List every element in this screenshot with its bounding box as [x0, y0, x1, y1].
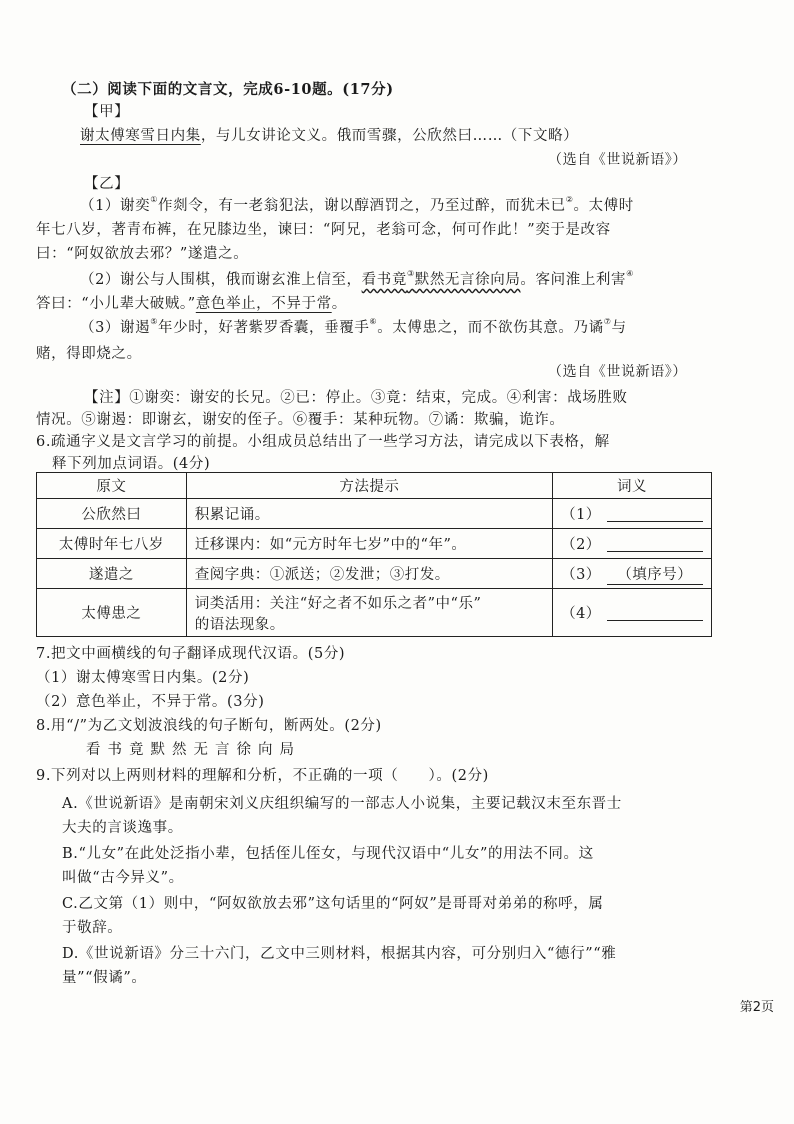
q9-option-c-line1[interactable]: C.乙文第（1）则中，“阿奴欲放去邪”这句话里的“阿奴”是哥哥对弟弟的称呼，属 [62, 896, 604, 912]
yi-p3-text-c: 。太傅患之，而不欲伤其意。乃谲 [377, 320, 604, 336]
jia-text-rest: ，与儿女讲论文义。俄而雪骤，公欣然曰……（下文略） [200, 128, 579, 144]
row-hint: 查阅字典：①派送；②发泄；③打发。 [186, 559, 552, 589]
yi-p3-text-b: 年少时，好著紫罗香囊，垂覆手 [158, 320, 370, 336]
footnote-1: ① [150, 195, 159, 204]
row-answer[interactable] [553, 529, 712, 559]
yi-p1-line3: 曰：“阿奴欲放去邪？”遂遣之。 [36, 246, 249, 262]
table-row [37, 499, 712, 529]
header-meaning: 词义 [553, 473, 712, 499]
q9-option-d-line2: 量”“假谲”。 [62, 970, 147, 986]
answer-fill-hint[interactable]: （填序号） [607, 563, 703, 585]
yi-p1-text-b: 作剡令，有一老翁犯法，谢以醇酒罚之，乃至过醉，而犹未已 [158, 198, 566, 214]
answer-blank[interactable] [607, 538, 703, 552]
q6-table [36, 472, 712, 637]
q9-line1: 9.下列对以上两则材料的理解和分析，不正确的一项（ ）。(2分) [36, 768, 489, 784]
row-answer[interactable] [553, 589, 712, 637]
table-header-row [37, 473, 712, 499]
q9-option-a-line1[interactable]: A.《世说新语》是南朝宋刘义庆组织编写的一部志人小说集，主要记载汉末至东晋士 [62, 796, 622, 812]
row-answer[interactable] [553, 559, 712, 589]
footnote-3: ③ [406, 269, 415, 278]
q7-line2: （1）谢太傅寒雪日内集。(2分) [36, 670, 250, 686]
yi-p1-text-a: （1）谢奕 [80, 198, 151, 214]
row-original: 太傅时年七八岁 [37, 529, 187, 559]
yi-p2-text-a: （2）谢公与人围棋，俄而谢玄淮上信至， [80, 272, 362, 288]
yi-p3-line1 [80, 318, 627, 338]
row-hint: 迁移课内：如“元方时年七岁”中的“年”。 [186, 529, 552, 559]
wavy-part-a: 看书竟 [361, 272, 407, 288]
row-hint-line1: 词类活用：关注“好之者不如乐之者”中“乐” [194, 595, 482, 612]
row-hint [186, 589, 552, 637]
footnote-6: ⑥ [369, 317, 378, 326]
q8-sentence: 看书竟默然无言徐向局 [86, 742, 301, 758]
yi-p2-line2 [36, 294, 347, 314]
yi-p3-text-d: 与 [611, 320, 627, 336]
yi-label: 【乙】 [84, 176, 130, 192]
footnote-5: ⑤ [150, 317, 159, 326]
yi-p2-line1 [80, 270, 634, 290]
answer-blank[interactable] [607, 508, 703, 522]
q7-line3: （2）意色举止，不异于常。(3分) [36, 694, 265, 710]
header-method: 方法提示 [186, 473, 552, 499]
q7-line1: 7.把文中画横线的句子翻译成现代汉语。(5分) [36, 646, 346, 662]
yi-source: （选自《世说新语》） [548, 364, 687, 380]
yi-p2-text-e: 。 [331, 296, 347, 312]
jia-text [80, 126, 578, 146]
yi-p3-line2: 赌，得即烧之。 [36, 346, 142, 362]
answer-number: （2） [561, 537, 601, 553]
footnote-7: ⑦ [603, 317, 612, 326]
yi-p3-text-a: （3）谢遏 [80, 320, 151, 336]
jia-source: （选自《世说新语》） [548, 152, 687, 168]
answer-blank[interactable] [607, 607, 703, 621]
footnote-2: ② [565, 195, 574, 204]
answer-number: （4） [561, 606, 601, 622]
q9-option-a-line2: 大夫的言谈逸事。 [62, 820, 183, 836]
row-answer[interactable] [553, 499, 712, 529]
q6-line2: 释下列加点词语。(4分) [52, 456, 211, 472]
notes-line2: 情况。⑤谢遏：即谢玄，谢安的侄子。⑥覆手：某种玩物。⑦谲：欺骗，诡诈。 [36, 412, 565, 428]
q9-option-b-line2: 叫做“古今异义”。 [62, 870, 184, 886]
table-row [37, 589, 712, 637]
q6-line1: 6.疏通字义是文言学习的前提。小组成员总结出了一些学习方法，请完成以下表格，解 [36, 434, 610, 450]
row-original: 公欣然曰 [37, 499, 187, 529]
jia-label: 【甲】 [84, 104, 130, 120]
q8-line1: 8.用“/”为乙文划波浪线的句子断句，断两处。(2分) [36, 718, 382, 734]
yi-p2-text-d: 答曰：“小儿辈大破贼。” [36, 296, 196, 312]
yi-p1-text-c: 。太傅时 [573, 198, 634, 214]
underlined-sentence-2: 意色举止，不异于常 [195, 296, 332, 312]
jia-underlined-sentence: 谢太傅寒雪日内集 [80, 128, 201, 144]
footnote-4: ④ [626, 269, 634, 278]
notes-line1: 【注】①谢奕：谢安的长兄。②已：停止。③竟：结束，完成。④利害：战场胜败 [84, 390, 628, 406]
yi-p2-text-c: 。客问淮上利害 [520, 272, 627, 288]
row-hint: 积累记诵。 [186, 499, 552, 529]
q9-option-d-line1[interactable]: D.《世说新语》分三十六门，乙文中三则材料，根据其内容，可分别归入“德行”“雅 [62, 946, 617, 962]
yi-p1-line1 [80, 196, 634, 216]
answer-number: （1） [561, 507, 601, 523]
row-hint-line2: 的语法现象。 [194, 616, 285, 633]
section-header: （二）阅读下面的文言文，完成6-10题。(17分) [62, 81, 394, 98]
answer-number: （3） [561, 566, 601, 583]
page-number: 第2页 [739, 1000, 774, 1015]
wavy-sentence [361, 269, 521, 288]
wavy-part-b: 默然无言徐向局 [414, 272, 521, 288]
table-row [37, 559, 712, 589]
yi-p1-line2: 年七八岁，著青布裤，在兄膝边坐，谏曰：“阿兄，老翁可念，何可作此！”奕于是改容 [36, 222, 611, 238]
header-original: 原文 [37, 473, 187, 499]
row-original: 太傅患之 [37, 589, 187, 637]
q9-option-b-line1[interactable]: B.“儿女”在此处泛指小辈，包括侄儿侄女，与现代汉语中“儿女”的用法不同。这 [62, 846, 594, 862]
q9-option-c-line2: 于敬辞。 [62, 920, 123, 936]
row-original: 遂遣之 [37, 559, 187, 589]
table-row [37, 529, 712, 559]
